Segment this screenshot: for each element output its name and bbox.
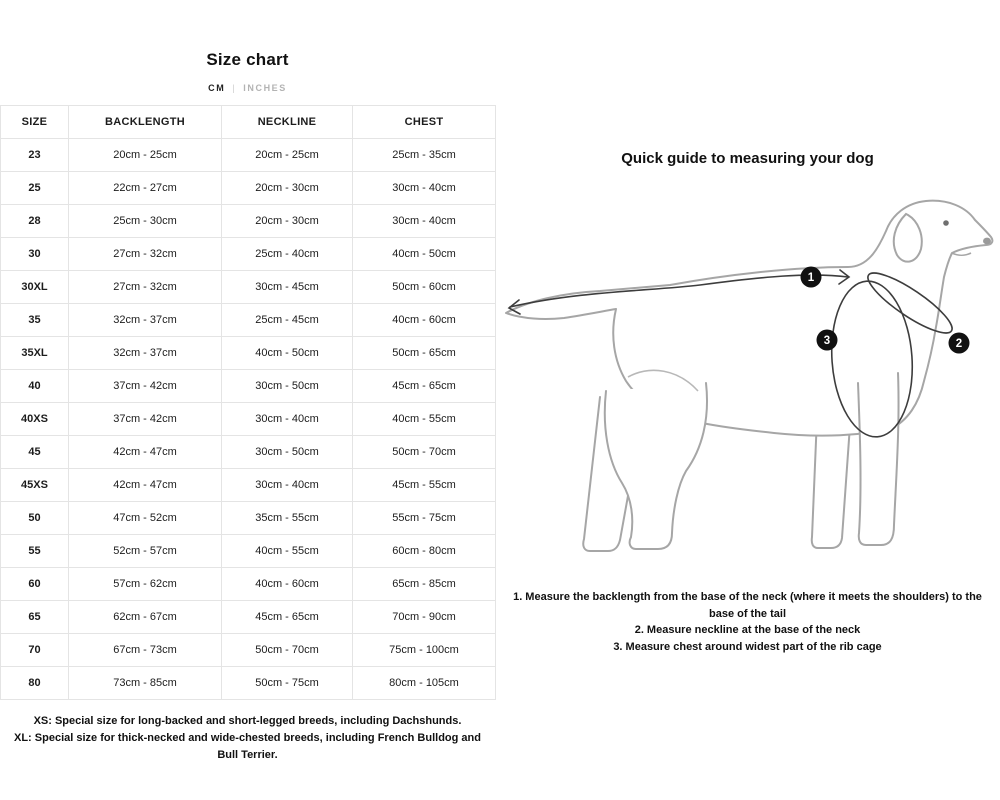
table-row [1,469,496,502]
value-cell: 42cm - 47cm [69,436,222,469]
value-cell: 22cm - 27cm [69,172,222,205]
value-cell: 52cm - 57cm [69,535,222,568]
value-cell: 67cm - 73cm [69,634,222,667]
value-cell: 30cm - 40cm [222,469,353,502]
value-cell: 45cm - 65cm [222,601,353,634]
value-cell: 25cm - 35cm [353,139,496,172]
value-cell: 60cm - 80cm [353,535,496,568]
table-row [1,535,496,568]
value-cell: 73cm - 85cm [69,667,222,700]
value-cell: 47cm - 52cm [69,502,222,535]
value-cell: 45cm - 55cm [353,469,496,502]
size-cell: 45 [1,436,69,469]
value-cell: 75cm - 100cm [353,634,496,667]
size-chart-notes [0,713,495,764]
size-table [0,105,496,700]
size-cell: 23 [1,139,69,172]
size-chart-panel [0,0,495,800]
table-header-row [1,106,496,139]
measuring-instructions [495,589,1000,655]
value-cell: 25cm - 40cm [222,238,353,271]
dog-eye [943,220,949,226]
value-cell: 35cm - 55cm [222,502,353,535]
marker-1 [801,267,822,288]
size-chart-title: Size chart [206,50,289,69]
size-cell: 80 [1,667,69,700]
header-backlength: BACKLENGTH [69,106,222,139]
table-row [1,601,496,634]
instruction-2: 2. Measure neckline at the base of the neck [634,624,861,636]
size-cell: 60 [1,568,69,601]
table-row [1,238,496,271]
size-cell: 25 [1,172,69,205]
unit-inches-option[interactable]: INCHES [243,83,287,93]
unit-toggle [0,83,495,93]
dog-nose [983,238,991,245]
marker-3 [817,330,838,351]
value-cell: 40cm - 50cm [222,337,353,370]
size-cell: 50 [1,502,69,535]
value-cell: 30cm - 40cm [353,172,496,205]
table-row [1,304,496,337]
size-table-body [1,139,496,700]
marker-3-label: 3 [823,335,831,347]
table-row [1,370,496,403]
value-cell: 55cm - 75cm [353,502,496,535]
unit-cm-option[interactable]: CM [208,83,226,93]
value-cell: 37cm - 42cm [69,370,222,403]
dog-mouth-line [952,253,971,255]
table-row [1,568,496,601]
header-chest: CHEST [353,106,496,139]
marker-2 [949,333,970,354]
table-row [1,403,496,436]
value-cell: 20cm - 25cm [222,139,353,172]
size-cell: 40 [1,370,69,403]
guide-title: Quick guide to measuring your dog [621,150,874,167]
table-row [1,271,496,304]
value-cell: 40cm - 60cm [353,304,496,337]
table-row [1,436,496,469]
value-cell: 40cm - 55cm [353,403,496,436]
value-cell: 50cm - 75cm [222,667,353,700]
table-row [1,634,496,667]
size-cell: 45XS [1,469,69,502]
value-cell: 20cm - 25cm [69,139,222,172]
size-cell: 30XL [1,271,69,304]
value-cell: 25cm - 30cm [69,205,222,238]
value-cell: 50cm - 65cm [353,337,496,370]
size-cell: 35XL [1,337,69,370]
value-cell: 30cm - 50cm [222,436,353,469]
value-cell: 40cm - 55cm [222,535,353,568]
value-cell: 30cm - 45cm [222,271,353,304]
table-row [1,502,496,535]
value-cell: 57cm - 62cm [69,568,222,601]
dog-measurement-illustration [500,187,995,587]
table-row [1,667,496,700]
value-cell: 30cm - 40cm [222,403,353,436]
note-xs: XS: Special size for long-backed and short-legged breeds, including Dachshunds. [33,715,462,727]
note-xl: XL: Special size for thick-necked and wide-chested breeds, including French Bulldog and Bull Terrier. [14,732,481,761]
instruction-1: 1. Measure the backlength from the base of the neck (where it meets the shoulders) to the base of the tail [513,591,982,620]
header-size: SIZE [1,106,69,139]
value-cell: 32cm - 37cm [69,304,222,337]
value-cell: 20cm - 30cm [222,172,353,205]
size-cell: 55 [1,535,69,568]
table-row [1,337,496,370]
size-cell: 40XS [1,403,69,436]
value-cell: 25cm - 45cm [222,304,353,337]
unit-separator: | [232,83,237,93]
value-cell: 27cm - 32cm [69,238,222,271]
value-cell: 65cm - 85cm [353,568,496,601]
size-cell: 30 [1,238,69,271]
value-cell: 42cm - 47cm [69,469,222,502]
value-cell: 45cm - 65cm [353,370,496,403]
table-row [1,205,496,238]
value-cell: 27cm - 32cm [69,271,222,304]
measuring-guide-panel [495,0,1000,800]
value-cell: 30cm - 40cm [353,205,496,238]
value-cell: 30cm - 50cm [222,370,353,403]
value-cell: 50cm - 70cm [353,436,496,469]
value-cell: 32cm - 37cm [69,337,222,370]
value-cell: 20cm - 30cm [222,205,353,238]
size-cell: 35 [1,304,69,337]
marker-2-label: 2 [955,338,963,350]
value-cell: 37cm - 42cm [69,403,222,436]
size-cell: 28 [1,205,69,238]
value-cell: 62cm - 67cm [69,601,222,634]
value-cell: 50cm - 70cm [222,634,353,667]
table-row [1,139,496,172]
value-cell: 50cm - 60cm [353,271,496,304]
value-cell: 70cm - 90cm [353,601,496,634]
value-cell: 40cm - 60cm [222,568,353,601]
value-cell: 40cm - 50cm [353,238,496,271]
instruction-3: 3. Measure chest around widest part of the rib cage [613,640,882,653]
value-cell: 80cm - 105cm [353,667,496,700]
header-neckline: NECKLINE [222,106,353,139]
table-row [1,172,496,205]
size-cell: 65 [1,601,69,634]
marker-1-label: 1 [807,272,815,284]
size-cell: 70 [1,634,69,667]
